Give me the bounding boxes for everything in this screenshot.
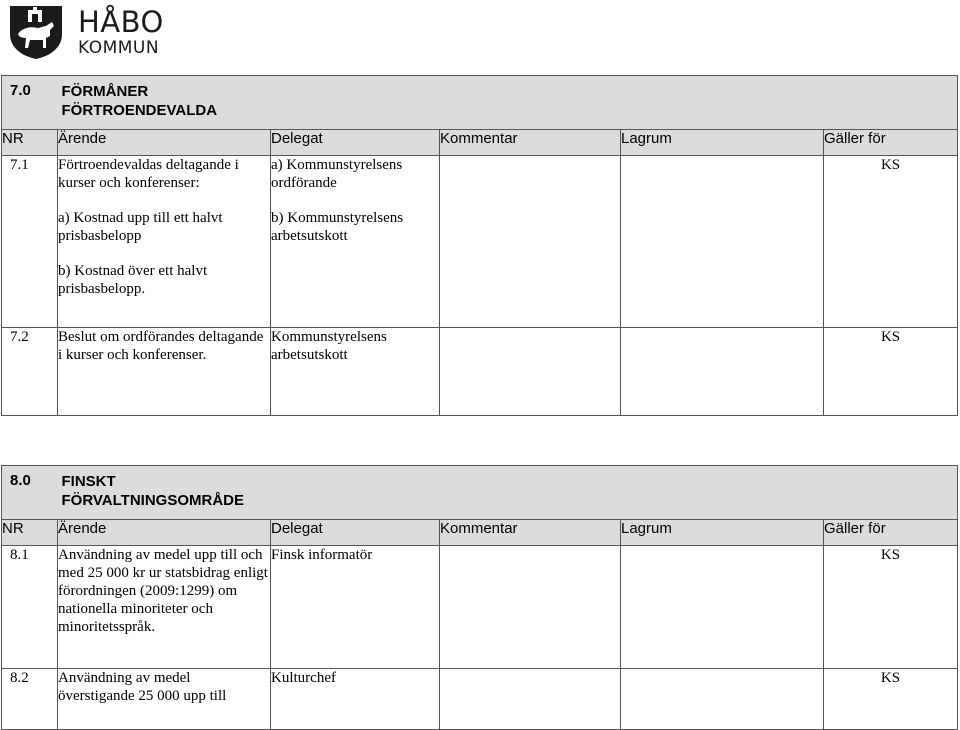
section-title: [58, 466, 958, 520]
section-7-table: [1, 75, 958, 416]
row-delegat-text: b) Kommunstyrelsens arbetsutskott: [271, 210, 404, 244]
coat-of-arms-icon: [8, 4, 64, 60]
col-arende: Ärende: [58, 520, 271, 546]
row-arende: [58, 669, 271, 730]
row-lagrum: [621, 546, 824, 669]
table-row: [2, 669, 958, 730]
row-galler-for: KS: [824, 669, 958, 730]
table-row: [2, 328, 958, 416]
row-galler-for: KS: [824, 328, 958, 416]
col-lagrum: Lagrum: [621, 520, 824, 546]
col-nr: NR: [2, 520, 58, 546]
row-galler-for: KS: [824, 546, 958, 669]
row-galler-for: KS: [824, 156, 958, 328]
section-number: 8.0: [2, 466, 58, 520]
section-header: [2, 76, 958, 130]
row-lagrum: [621, 328, 824, 416]
row-delegat-text: Kommunstyrelsens arbetsutskott: [271, 329, 387, 363]
section-title-line2: FÖRTROENDEVALDA: [61, 102, 218, 119]
section-8-table: [1, 465, 958, 730]
section-title-line2: FÖRVALTNINGSOMRÅDE: [61, 492, 244, 509]
section-title-line1: FÖRMÅNER: [61, 83, 149, 100]
row-arende: [58, 546, 271, 669]
col-kommentar: Kommentar: [440, 520, 621, 546]
row-delegat: [271, 156, 440, 328]
row-delegat: [271, 669, 440, 730]
row-arende-text: Beslut om ordförandes deltagande i kurser och konferenser.: [58, 329, 264, 363]
row-nr: 8.1: [2, 546, 58, 669]
logo-sub: KOMMUN: [78, 38, 160, 58]
col-arende: Ärende: [58, 130, 271, 156]
row-lagrum: [621, 669, 824, 730]
row-arende-text: Användning av medel överstigande 25 000 upp till: [58, 670, 227, 704]
row-delegat-text: Kulturchef: [271, 670, 336, 686]
row-kommentar: [440, 328, 621, 416]
row-lagrum: [621, 156, 824, 328]
col-lagrum: Lagrum: [621, 130, 824, 156]
row-arende-text: b) Kostnad över ett halvt prisbasbelopp.: [58, 263, 208, 297]
row-arende-text: Användning av medel upp till och med 25 000 kr ur statsbidrag enligt förordningen (2009:1299) om nationella minoriteter och minoritetsspråk.: [58, 547, 268, 635]
row-nr: 8.2: [2, 669, 58, 730]
row-kommentar: [440, 669, 621, 730]
row-nr: 7.1: [2, 156, 58, 328]
col-kommentar: Kommentar: [440, 130, 621, 156]
table-row: [2, 546, 958, 669]
row-arende-text: Förtroendevaldas deltagande i kurser och konferenser:: [58, 157, 239, 191]
col-galler-for: Gäller för: [824, 130, 958, 156]
table-row: [2, 156, 958, 328]
row-arende: [58, 328, 271, 416]
row-delegat-text: Finsk informatör: [271, 547, 373, 563]
col-delegat: Delegat: [271, 130, 440, 156]
section-title-line1: FINSKT: [61, 473, 116, 490]
col-nr: NR: [2, 130, 58, 156]
logo-name: HÅBO: [78, 5, 164, 39]
habo-kommun-logo: [8, 4, 168, 60]
row-delegat: [271, 328, 440, 416]
col-galler-for: Gäller för: [824, 520, 958, 546]
row-kommentar: [440, 156, 621, 328]
section-title: [58, 76, 958, 130]
section-header: [2, 466, 958, 520]
column-header-row: [2, 520, 958, 546]
row-arende: [58, 156, 271, 328]
row-nr: 7.2: [2, 328, 58, 416]
row-delegat-text: a) Kommunstyrelsens ordförande: [271, 157, 403, 191]
row-kommentar: [440, 546, 621, 669]
section-number: 7.0: [2, 76, 58, 130]
row-arende-text: a) Kostnad upp till ett halvt prisbasbelopp: [58, 210, 223, 244]
col-delegat: Delegat: [271, 520, 440, 546]
row-delegat: [271, 546, 440, 669]
column-header-row: [2, 130, 958, 156]
